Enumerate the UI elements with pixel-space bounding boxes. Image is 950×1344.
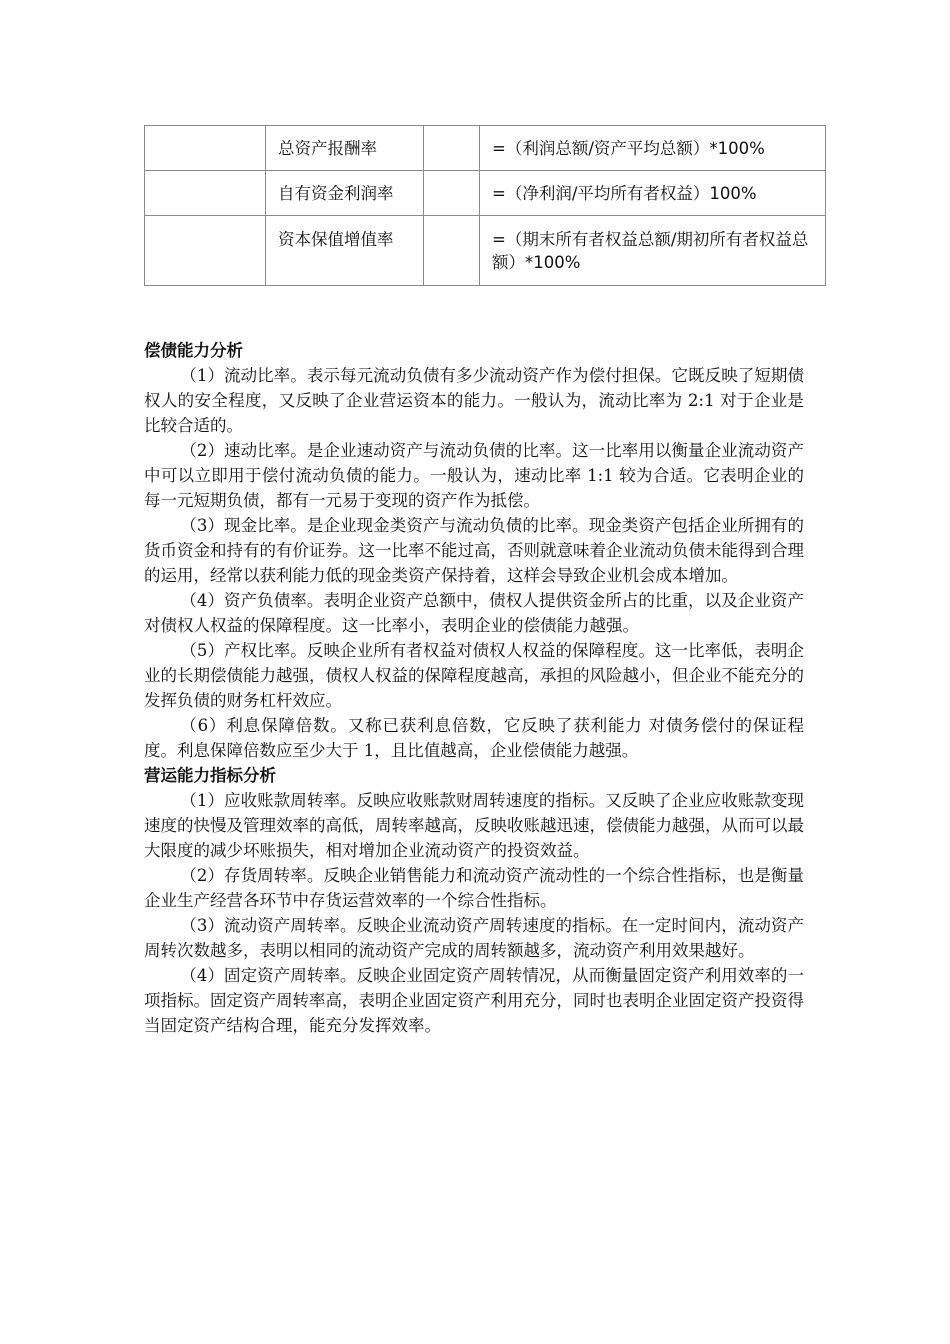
ratio-name-cell: 资本保值增值率 bbox=[266, 216, 424, 286]
table-row bbox=[145, 171, 826, 216]
paragraph: （4）固定资产周转率。反映企业固定资产周转情况，从而衡量固定资产利用效率的一项指标。固定资产周转率高，表明企业固定资产利用充分，同时也表明企业固定资产投资得当固定资产结构合理，能充分发挥效率。 bbox=[144, 966, 804, 1035]
section-solvency bbox=[144, 338, 804, 763]
paragraph: （5）产权比率。反映企业所有者权益对债权人权益的保障程度。这一比率低，表明企业的长期偿债能力越强，债权人权益的保障程度越高，承担的风险越小，但企业不能充分的发挥负债的财务杠杆效应。 bbox=[144, 641, 804, 710]
section-title: 偿债能力分析 bbox=[144, 341, 243, 360]
blank-cell bbox=[424, 126, 480, 171]
ratio-formula-table bbox=[144, 125, 826, 286]
blank-cell bbox=[424, 171, 480, 216]
section-title: 营运能力指标分析 bbox=[144, 766, 276, 785]
paragraph: （3）流动资产周转率。反映企业流动资产周转速度的指标。在一定时间内，流动资产周转次数越多，表明以相同的流动资产完成的周转额越多，流动资产利用效果越好。 bbox=[144, 916, 804, 960]
table-row bbox=[145, 126, 826, 171]
section-operating-capacity bbox=[144, 763, 804, 1038]
ratio-name-cell: 自有资金利润率 bbox=[266, 171, 424, 216]
table-row bbox=[145, 216, 826, 286]
category-cell bbox=[145, 126, 266, 171]
paragraph: （2）速动比率。是企业速动资产与流动负债的比率。这一比率用以衡量企业流动资产中可以立即用于偿付流动负债的能力。一般认为，速动比率 1:1 较为合适。它表明企业的每一元短期负债，都有一元易于变现的资产作为抵偿。 bbox=[144, 441, 804, 510]
paragraph: （1）流动比率。表示每元流动负债有多少流动资产作为偿付担保。它既反映了短期债权人的安全程度，又反映了企业营运资本的能力。一般认为，流动比率为 2:1 对于企业是比较合适的。 bbox=[144, 366, 804, 435]
paragraph: （1）应收账款周转率。反映应收账款财周转速度的指标。又反映了企业应收账款变现速度的快慢及管理效率的高低，周转率越高，反映收账越迅速，偿债能力越强，从而可以最大限度的减少坏账损失，相对增加企业流动资产的投资效益。 bbox=[144, 791, 804, 860]
paragraph: （4）资产负债率。表明企业资产总额中，债权人提供资金所占的比重，以及企业资产对债权人权益的保障程度。这一比率小，表明企业的偿债能力越强。 bbox=[144, 591, 804, 635]
document-body bbox=[144, 338, 804, 1038]
category-cell bbox=[145, 216, 266, 286]
formula-cell: =（期末所有者权益总额/期初所有者权益总额）*100% bbox=[480, 216, 826, 286]
paragraph: （2）存货周转率。反映企业销售能力和流动资产流动性的一个综合性指标，也是衡量企业生产经营各环节中存货运营效率的一个综合性指标。 bbox=[144, 866, 804, 910]
paragraph: （6）利息保障倍数。又称已获利息倍数，它反映了获利能力 对债务偿付的保证程度。利息保障倍数应至少大于 1，且比值越高，企业偿债能力越强。 bbox=[144, 716, 804, 760]
category-cell bbox=[145, 171, 266, 216]
formula-cell: =（净利润/平均所有者权益）100% bbox=[480, 171, 826, 216]
blank-cell bbox=[424, 216, 480, 286]
paragraph: （3）现金比率。是企业现金类资产与流动负债的比率。现金类资产包括企业所拥有的货币资金和持有的有价证券。这一比率不能过高，否则就意味着企业流动负债未能得到合理的运用，经常以获利能力低的现金类资产保持着，这样会导致企业机会成本增加。 bbox=[144, 516, 804, 585]
formula-cell: =（利润总额/资产平均总额）*100% bbox=[480, 126, 826, 171]
ratio-name-cell: 总资产报酬率 bbox=[266, 126, 424, 171]
